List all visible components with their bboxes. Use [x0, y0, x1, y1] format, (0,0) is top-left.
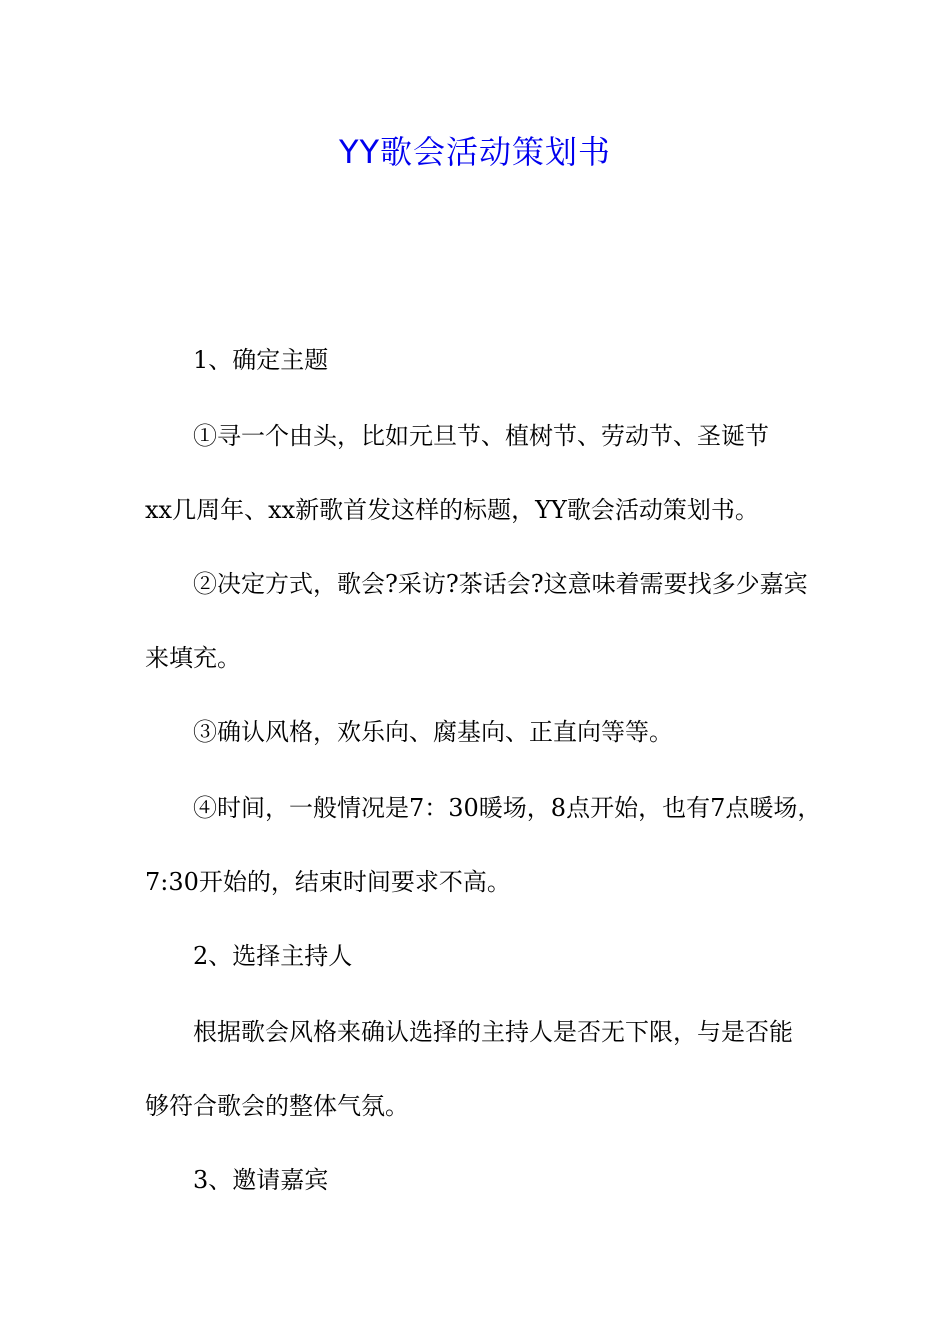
paragraph-line: 2、选择主持人: [193, 942, 353, 970]
paragraph-line: 根据歌会风格来确认选择的主持人是否无下限，与是否能: [193, 1018, 793, 1046]
paragraph-line: 3、邀请嘉宾: [193, 1166, 329, 1194]
paragraph-line: ①寻一个由头，比如元旦节、植树节、劳动节、圣诞节: [193, 422, 769, 450]
paragraph-1: [145, 399, 830, 547]
paragraph-line: ③确认风格，欢乐向、腐基向、正直向等等。: [193, 718, 673, 746]
paragraph-line: 够符合歌会的整体气氛。: [145, 1092, 409, 1120]
paragraph-heading-2: [145, 919, 830, 993]
paragraph-line: 7:30开始的，结束时间要求不高。: [145, 868, 511, 896]
paragraph-heading-3: [145, 1143, 830, 1217]
paragraph-4: [145, 771, 830, 919]
paragraph-3: [145, 695, 830, 769]
paragraph-line: ④时间，一般情况是7：30暖场，8点开始，也有7点暖场，: [193, 794, 822, 822]
paragraph-heading-1: [145, 323, 830, 397]
paragraph-5: [145, 995, 830, 1143]
paragraph-line: 来填充。: [145, 644, 241, 672]
paragraph-line: 1、确定主题: [193, 346, 329, 374]
document-title: YY歌会活动策划书: [338, 133, 612, 171]
paragraph-line: xx几周年、xx新歌首发这样的标题，YY歌会活动策划书。: [145, 496, 759, 524]
paragraph-line: ②决定方式，歌会?采访?茶话会?这意味着需要找多少嘉宾: [193, 570, 808, 598]
paragraph-2: [145, 547, 830, 695]
